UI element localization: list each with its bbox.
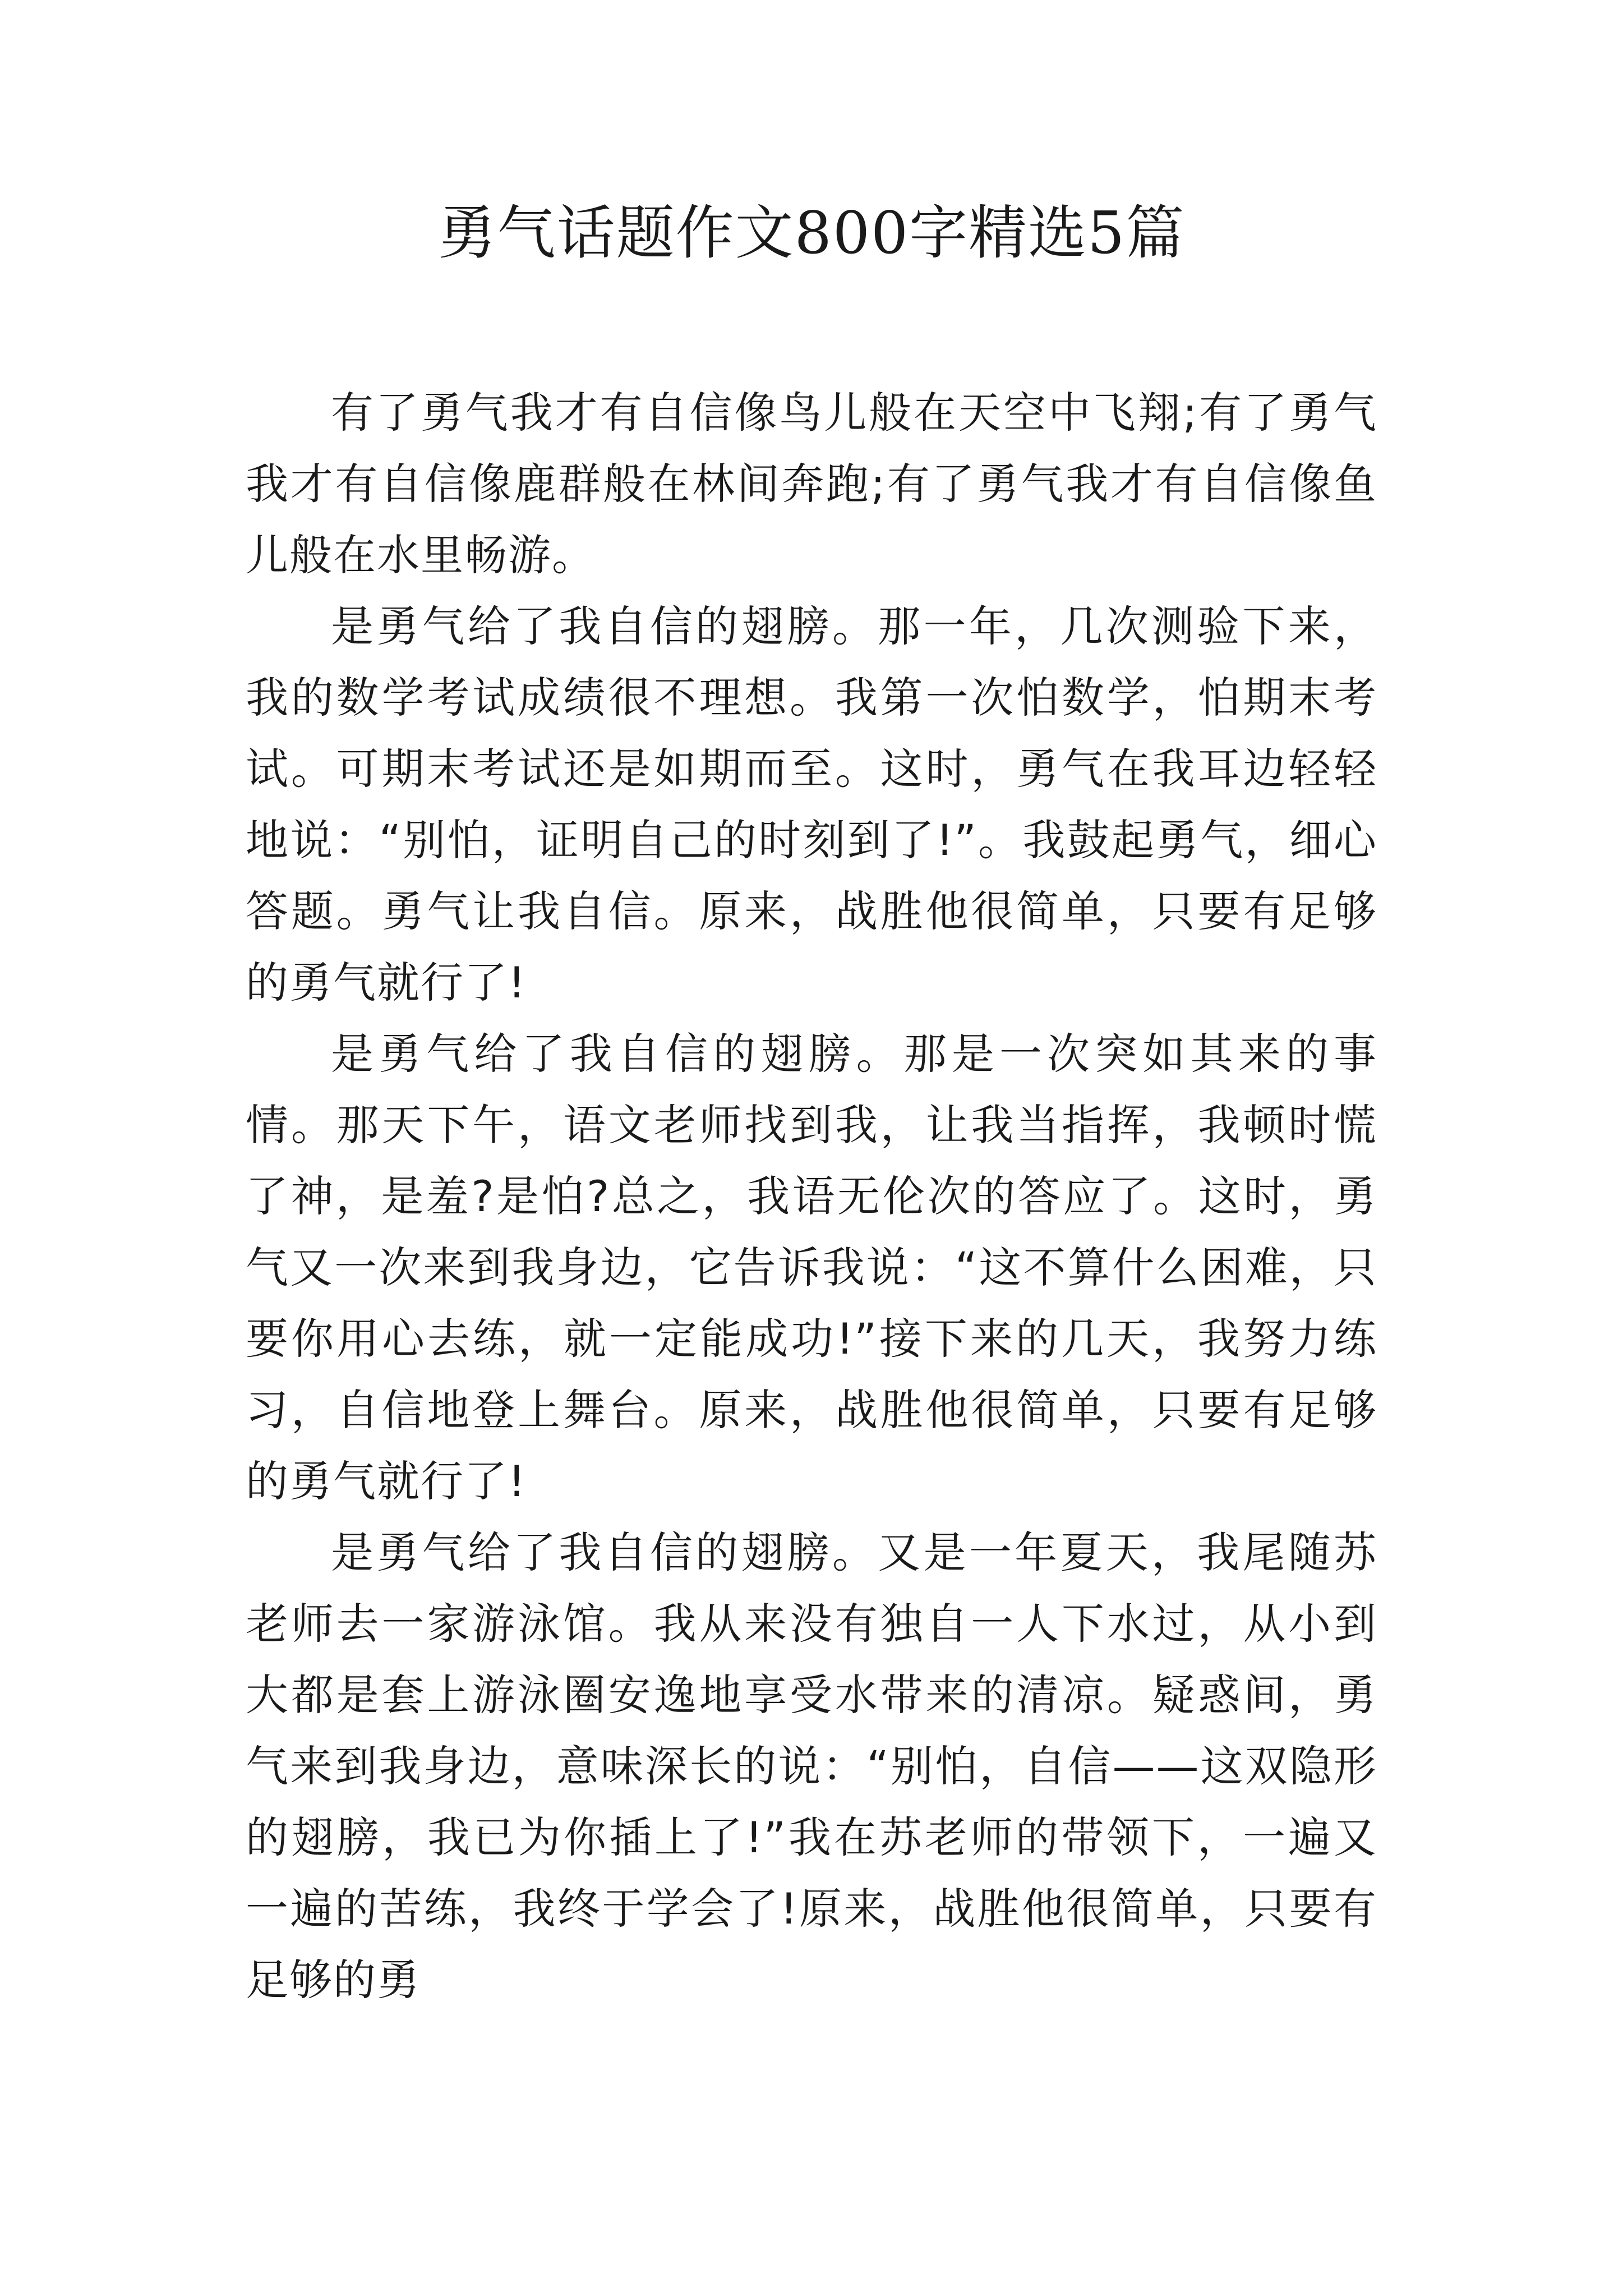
paragraph-2: 是勇气给了我自信的翅膀。那一年，几次测验下来，我的数学考试成绩很不理想。我第一次怕数学，怕期末考试。可期末考试还是如期而至。这时，勇气在我耳边轻轻地说：“别怕，证明自己的时刻到了!”。我鼓起勇气，细心答题。勇气让我自信。原来，战胜他很简单，只要有足够的勇气就行了! xyxy=(246,601,1377,1007)
paragraph-1: 有了勇气我才有自信像鸟儿般在天空中飞翔;有了勇气我才有自信像鹿群般在林间奔跑;有了勇气我才有自信像鱼儿般在水里畅游。 xyxy=(246,388,1377,580)
paragraph-4: 是勇气给了我自信的翅膀。又是一年夏天，我尾随苏老师去一家游泳馆。我从来没有独自一人下水过，从小到大都是套上游泳圈安逸地享受水带来的清凉。疑惑间，勇气来到我身边，意味深长的说：“别怕，自信——这双隐形的翅膀，我已为你插上了!”我在苏老师的带领下，一遍又一遍的苦练，我终于学会了!原来，战胜他很简单，只要有足够的勇 xyxy=(246,1527,1377,2005)
paragraph-3: 是勇气给了我自信的翅膀。那是一次突如其来的事情。那天下午，语文老师找到我，让我当指挥，我顿时慌了神，是羞?是怕?总之，我语无伦次的答应了。这时，勇气又一次来到我身边，它告诉我说：“这不算什么困难，只要你用心去练，就一定能成功!”接下来的几天，我努力练习，自信地登上舞台。原来，战胜他很简单，只要有足够的勇气就行了! xyxy=(246,1029,1377,1506)
document-body xyxy=(246,377,1377,2016)
document-title: 勇气话题作文800字精选5篇 xyxy=(437,199,1186,267)
